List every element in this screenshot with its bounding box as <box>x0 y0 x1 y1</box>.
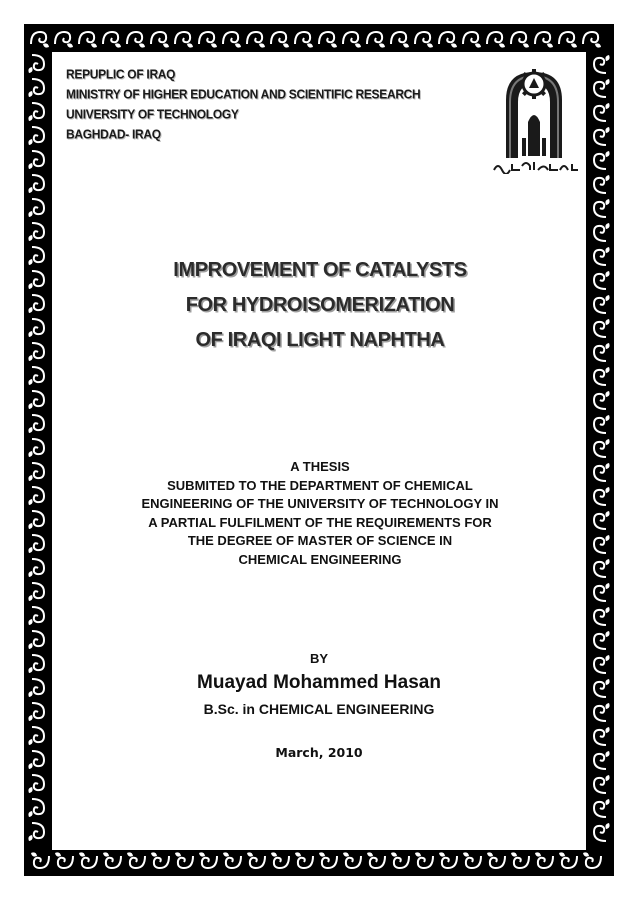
vine-motif <box>319 32 337 48</box>
vine-motif <box>28 511 44 529</box>
thesis-line: CHEMICAL ENGINEERING <box>238 551 402 567</box>
vine-motif <box>199 32 217 48</box>
vine-motif <box>28 631 44 649</box>
vine-motif <box>559 32 577 48</box>
submission-date: March, 2010 <box>275 745 363 760</box>
vine-motif <box>247 852 265 868</box>
vine-motif <box>594 607 610 625</box>
vine-motif <box>28 727 44 745</box>
vine-motif <box>79 852 97 868</box>
vine-motif <box>28 367 44 385</box>
vine-motif <box>463 32 481 48</box>
title-line: IMPROVEMENT OF CATALYSTS <box>173 259 467 281</box>
vine-motif <box>594 343 610 361</box>
title-line: OF IRAQI LIGHT NAPHTHA <box>195 329 445 351</box>
author-name: Muayad Mohammed Hasan <box>197 672 441 693</box>
vine-motif <box>28 343 44 361</box>
vine-motif <box>583 32 601 48</box>
vine-motif <box>31 852 49 868</box>
thesis-line: A THESIS <box>290 459 350 474</box>
by-label: BY <box>309 651 329 666</box>
vine-motif <box>594 487 610 505</box>
vine-motif <box>594 535 610 553</box>
vine-motif <box>594 175 610 193</box>
vine-motif <box>583 852 601 868</box>
vine-motif <box>594 823 610 841</box>
vine-motif <box>28 271 44 289</box>
vine-motif <box>487 32 505 48</box>
vine-motif <box>28 319 44 337</box>
thesis-line: ENGINEERING OF THE UNIVERSITY OF TECHNOLOGY IN <box>141 496 499 511</box>
vine-motif <box>28 175 44 193</box>
vine-motif <box>594 511 610 529</box>
vine-motif <box>487 852 505 868</box>
vine-motif <box>594 775 610 793</box>
title-line: FOR HYDROISOMERIZATION <box>185 294 455 316</box>
vine-motif <box>271 852 289 868</box>
vine-motif <box>343 32 361 48</box>
vine-motif <box>463 852 481 868</box>
vine-motif <box>28 199 44 217</box>
vine-motif <box>511 852 529 868</box>
vine-motif <box>594 247 610 265</box>
vine-motif <box>594 295 610 313</box>
vine-motif <box>28 487 44 505</box>
vine-motif <box>594 559 610 577</box>
vine-motif <box>594 415 610 433</box>
thesis-line: SUBMITED TO THE DEPARTMENT OF CHEMICAL <box>167 477 473 493</box>
author-degree: B.Sc. in CHEMICAL ENGINEERING <box>203 701 435 717</box>
vine-motif <box>28 799 44 817</box>
vine-motif <box>28 295 44 313</box>
vine-motif <box>594 367 610 385</box>
vine-motif <box>391 852 409 868</box>
vine-motif <box>594 103 610 121</box>
vine-motif <box>439 32 457 48</box>
vine-motif <box>535 32 553 48</box>
vine-motif <box>28 127 44 145</box>
vine-motif <box>79 32 97 48</box>
vine-motif <box>594 391 610 409</box>
vine-motif <box>594 463 610 481</box>
vine-motif <box>223 32 241 48</box>
thesis-title <box>90 253 550 358</box>
header-line-country: REPUPLIC OF IRAQ <box>66 67 176 82</box>
thesis-line: THE DEGREE OF MASTER OF SCIENCE IN <box>187 533 453 548</box>
vine-motif <box>127 32 145 48</box>
vine-motif <box>28 415 44 433</box>
vine-motif <box>28 79 44 97</box>
header-line-university: UNIVERSITY OF TECHNOLOGY <box>66 107 239 122</box>
vine-motif <box>594 199 610 217</box>
vine-motif <box>594 223 610 241</box>
vine-motif <box>55 852 73 868</box>
vine-motif <box>223 852 241 868</box>
vine-motif <box>343 852 361 868</box>
vine-motif <box>28 103 44 121</box>
vine-motif <box>28 463 44 481</box>
vine-motif <box>511 32 529 48</box>
vine-motif <box>31 32 49 48</box>
vine-motif <box>594 271 610 289</box>
vine-motif <box>594 151 610 169</box>
university-emblem-icon <box>488 60 584 174</box>
vine-motif <box>594 55 610 73</box>
vine-motif <box>295 852 313 868</box>
vine-motif <box>415 852 433 868</box>
vine-motif <box>28 583 44 601</box>
vine-motif <box>594 799 610 817</box>
vine-motif <box>594 319 610 337</box>
vine-motif <box>415 32 433 48</box>
vine-motif <box>391 32 409 48</box>
thesis-line: A PARTIAL FULFILMENT OF THE REQUIREMENTS FOR <box>148 514 492 530</box>
vine-motif <box>594 583 610 601</box>
vine-motif <box>28 823 44 841</box>
vine-motif <box>271 32 289 48</box>
vine-motif <box>28 439 44 457</box>
vine-motif <box>367 32 385 48</box>
vine-motif <box>559 852 577 868</box>
thesis-statement <box>80 458 560 569</box>
header-line-ministry: MINISTRY OF HIGHER EDUCATION AND SCIENTIFIC RESEARCH <box>66 87 421 102</box>
vine-motif <box>28 151 44 169</box>
vine-motif <box>28 391 44 409</box>
vine-motif <box>151 32 169 48</box>
vine-motif <box>28 535 44 553</box>
vine-motif <box>175 32 193 48</box>
vine-motif <box>295 32 313 48</box>
vine-motif <box>594 727 610 745</box>
header-line-city: BAGHDAD- IRAQ <box>66 126 161 142</box>
vine-motif <box>594 631 610 649</box>
vine-motif <box>535 852 553 868</box>
institution-header <box>66 65 420 145</box>
vine-motif <box>175 852 193 868</box>
vine-motif <box>151 852 169 868</box>
vine-motif <box>247 32 265 48</box>
vine-motif <box>28 223 44 241</box>
vine-motif <box>127 852 145 868</box>
vine-motif <box>55 32 73 48</box>
vine-motif <box>594 439 610 457</box>
vine-motif <box>319 852 337 868</box>
vine-motif <box>103 32 121 48</box>
vine-motif <box>594 79 610 97</box>
vine-motif <box>28 775 44 793</box>
vine-motif <box>28 247 44 265</box>
vine-motif <box>28 607 44 625</box>
vine-motif <box>103 852 121 868</box>
vine-motif <box>439 852 457 868</box>
vine-motif <box>199 852 217 868</box>
vine-motif <box>28 55 44 73</box>
vine-motif <box>367 852 385 868</box>
vine-motif <box>28 559 44 577</box>
vine-motif <box>594 127 610 145</box>
